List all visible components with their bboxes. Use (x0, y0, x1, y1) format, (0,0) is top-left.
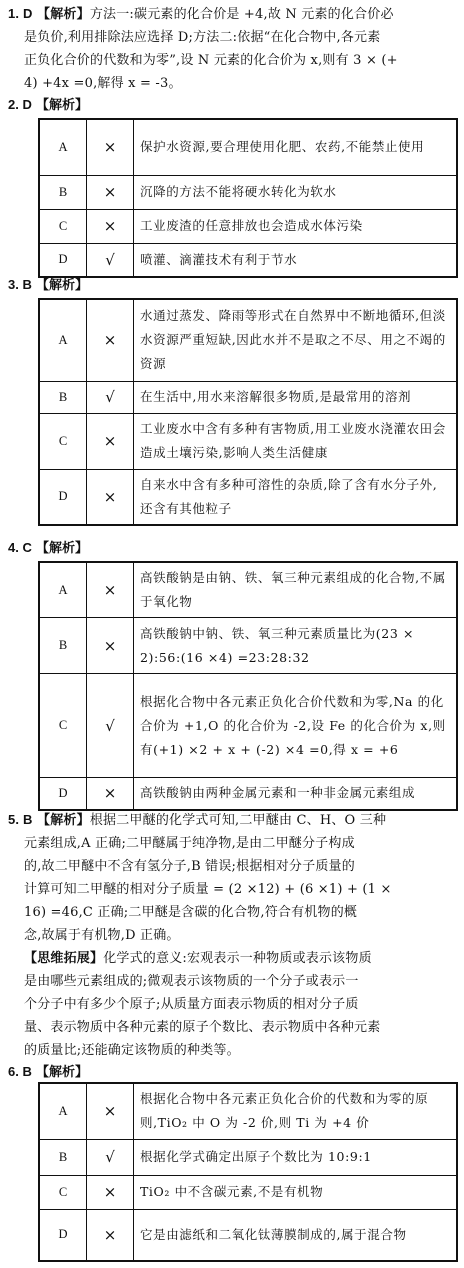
table-row (39, 778, 457, 810)
q4-analysis-tag: 【解析】 (35, 541, 88, 556)
table-row (39, 413, 457, 469)
q2-table (38, 118, 458, 278)
option-explanation: 沉降的方法不能将硬水转化为软水 (134, 175, 458, 209)
option-letter: B (39, 1139, 87, 1175)
table-row (39, 618, 457, 674)
table-row (39, 175, 457, 209)
q2-header (8, 95, 88, 116)
table-row (39, 119, 457, 175)
option-letter: C (39, 413, 87, 469)
q1-line-1: 1. D 【解析】方法一:碳元素的化合价是 +4,故 N 元素的化合价必 (8, 6, 394, 22)
q1-line-4: 4) +4x =0,解得 x = -3。 (24, 76, 182, 91)
option-explanation: 保护水资源,要合理使用化肥、农药,不能禁止使用 (134, 119, 458, 175)
option-letter: D (39, 1209, 87, 1261)
option-explanation: 根据化合物中各元素正负化合价的代数和为零的原则,TiO₂ 中 O 为 -2 价,则 Ti 为 +4 价 (134, 1083, 458, 1139)
thinking-extension-tag: 【思维拓展】 (24, 951, 104, 966)
q5-extend-line-1: 【思维拓展】化学式的意义:宏观表示一种物质或表示该物质 (24, 951, 372, 966)
q5-paragraph (8, 808, 458, 1062)
option-letter: A (39, 119, 87, 175)
option-explanation: 根据化学式确定出原子个数比为 10:9:1 (134, 1139, 458, 1175)
option-explanation: 自来水中含有多种可溶性的杂质,除了含有水分子外,还含有其他粒子 (134, 469, 458, 525)
q4-header (8, 538, 88, 559)
q5-analysis-tag: 【解析】 (37, 813, 90, 828)
option-letter: B (39, 381, 87, 413)
judgement-mark: × (87, 1175, 134, 1209)
judgement-mark: × (87, 469, 134, 525)
q5-number: 5. B (8, 812, 33, 827)
q1-number: 1. D (8, 6, 33, 21)
option-explanation: 喷灌、滴灌技术有利于节水 (134, 243, 458, 277)
option-explanation: 它是由滤纸和二氧化钛薄膜制成的,属于混合物 (134, 1209, 458, 1261)
option-letter: D (39, 778, 87, 810)
judgement-mark: × (87, 778, 134, 810)
q3-analysis-tag: 【解析】 (35, 278, 88, 293)
option-explanation: 工业废渣的任意排放也会造成水体污染 (134, 209, 458, 243)
option-letter: B (39, 175, 87, 209)
q3-table (38, 298, 458, 526)
option-explanation: 高铁酸钠由两种金属元素和一种非金属元素组成 (134, 778, 458, 810)
table-row (39, 1209, 457, 1261)
judgement-mark: × (87, 618, 134, 674)
option-explanation: 高铁酸钠中钠、铁、氧三种元素质量比为(23 × 2):56:(16 ×4) =23:28:32 (134, 618, 458, 674)
q3-number: 3. B (8, 277, 32, 292)
q6-table (38, 1082, 458, 1262)
option-letter: A (39, 299, 87, 381)
q5-line-2: 元素组成,A 正确;二甲醚属于纯净物,是由二甲醚分子构成 (24, 836, 355, 851)
judgement-mark: × (87, 1209, 134, 1261)
judgement-mark: × (87, 1083, 134, 1139)
judgement-mark: √ (87, 1139, 134, 1175)
judgement-mark: × (87, 562, 134, 618)
q2-analysis-tag: 【解析】 (35, 98, 88, 113)
option-explanation: 工业废水中含有多种有害物质,用工业废水浇灌农田会造成土壤污染,影响人类生活健康 (134, 413, 458, 469)
q3-header (8, 275, 88, 296)
q5-extend-line-4: 量、表示物质中各种元素的原子个数比、表示物质中各种元素 (24, 1020, 381, 1035)
q1-line-2: 是负价,利用排除法应选择 D;方法二:依据“在化合物中,各元素 (24, 30, 381, 45)
option-explanation: TiO₂ 中不含碳元素,不是有机物 (134, 1175, 458, 1209)
option-letter: B (39, 618, 87, 674)
q1-analysis-tag: 【解析】 (37, 7, 90, 22)
q5-line-6: 念,故属于有机物,D 正确。 (24, 928, 180, 943)
q4-table (38, 561, 458, 811)
option-letter: C (39, 674, 87, 778)
option-explanation: 根据化合物中各元素正负化合价代数和为零,Na 的化合价为 +1,O 的化合价为 -2,设 Fe 的化合价为 x,则有(+1) ×2 + x + (-2) ×4 =0,得 x = +6 (134, 674, 458, 778)
option-letter: C (39, 1175, 87, 1209)
judgement-mark: √ (87, 381, 134, 413)
q2-number: 2. D (8, 97, 32, 112)
table-row (39, 209, 457, 243)
q5-extend-line-3: 个分子中有多少个原子;从质量方面表示物质的相对分子质 (24, 997, 359, 1012)
judgement-mark: × (87, 299, 134, 381)
q4-number: 4. C (8, 540, 32, 555)
option-explanation: 高铁酸钠是由钠、铁、氧三种元素组成的化合物,不属于氧化物 (134, 562, 458, 618)
judgement-mark: × (87, 413, 134, 469)
table-row (39, 562, 457, 618)
option-letter: D (39, 469, 87, 525)
q5-extend-line-2: 是由哪些元素组成的;微观表示该物质的一个分子或表示一 (24, 974, 359, 989)
q6-analysis-tag: 【解析】 (35, 1065, 88, 1080)
q1-paragraph (8, 2, 458, 95)
q5-line-3: 的,故二甲醚中不含有氢分子,B 错误;根据相对分子质量的 (24, 859, 355, 874)
table-row (39, 674, 457, 778)
q6-number: 6. B (8, 1064, 32, 1079)
q5-line-5: 16) =46,C 正确;二甲醚是含碳的化合物,符合有机物的概 (24, 905, 358, 920)
q5-line-4: 计算可知二甲醚的相对分子质量 = (2 ×12) + (6 ×1) + (1 × (24, 882, 392, 897)
table-row (39, 1175, 457, 1209)
q1-line-3: 正负化合价的代数和为零”,设 N 元素的化合价为 x,则有 3 × (+ (24, 53, 398, 68)
q6-header (8, 1062, 88, 1083)
table-row (39, 469, 457, 525)
option-letter: C (39, 209, 87, 243)
judgement-mark: × (87, 175, 134, 209)
q5-extend-line-5: 的质量比;还能确定该物质的种类等。 (24, 1043, 240, 1058)
judgement-mark: × (87, 119, 134, 175)
judgement-mark: √ (87, 674, 134, 778)
option-letter: D (39, 243, 87, 277)
table-row (39, 243, 457, 277)
table-row (39, 1083, 457, 1139)
option-explanation: 水通过蒸发、降雨等形式在自然界中不断地循环,但淡水资源严重短缺,因此水并不是取之不尽、用之不竭的资源 (134, 299, 458, 381)
option-letter: A (39, 1083, 87, 1139)
table-row (39, 299, 457, 381)
option-explanation: 在生活中,用水来溶解很多物质,是最常用的溶剂 (134, 381, 458, 413)
q5-line-1: 5. B 【解析】根据二甲醚的化学式可知,二甲醚由 C、H、O 三种 (8, 812, 387, 828)
option-letter: A (39, 562, 87, 618)
judgement-mark: √ (87, 243, 134, 277)
judgement-mark: × (87, 209, 134, 243)
table-row (39, 381, 457, 413)
table-row (39, 1139, 457, 1175)
